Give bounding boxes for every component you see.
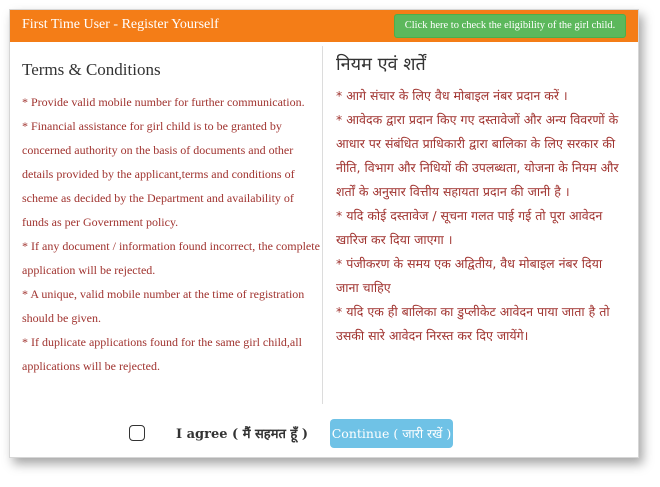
terms-hindi (336, 48, 628, 348)
dialog-title: First Time User - Register Yourself (22, 17, 219, 32)
terms-list-en (22, 90, 322, 378)
term-item-en: * If any document / information found incorrect, the complete application will be rejected. (22, 239, 320, 277)
dialog-footer (10, 414, 638, 454)
term-item-hi: * यदि एक ही बालिका का डुप्लीकेट आवेदन पाया जाता है तो उसकी सारे आवेदन निरस्त कर दिए जायेंगे। (336, 304, 610, 343)
dialog-header (10, 10, 638, 42)
term-item-en: * Financial assistance for girl child is to be granted by concerned authority on the basis of documents and other details provided by the applicant,terms and conditions of scheme as decided by the Department and availability of funds as per Government policy. (22, 119, 295, 229)
terms-english (22, 54, 322, 378)
term-item-hi: * यदि कोई दस्तावेज / सूचना गलत पाई गई तो पूरा आवेदन खारिज कर दिया जाएगा । (336, 208, 603, 247)
agree-label: I agree ( मैं सहमत हूँ ) (176, 427, 308, 442)
term-item-hi: * पंजीकरण के समय एक अद्वितीय, वैध मोबाइल नंबर दिया जाना चाहिए (336, 256, 603, 295)
continue-button[interactable]: Continue ( जारी रखें ) (330, 419, 453, 448)
column-divider (322, 46, 323, 404)
terms-heading-hi: नियम एवं शर्तें (336, 54, 426, 75)
register-dialog (9, 9, 639, 458)
check-eligibility-button[interactable]: Click here to check the eligibility of the girl child. (394, 14, 626, 38)
term-item-en: * If duplicate applications found for the same girl child,all applications will be rejected. (22, 335, 302, 373)
term-item-en: * Provide valid mobile number for further communication. (22, 95, 305, 109)
term-item-hi: * आगे संचार के लिए वैध मोबाइल नंबर प्रदान करें । (336, 88, 568, 103)
terms-heading-en: Terms & Conditions (22, 60, 161, 79)
term-item-hi: * आवेदक द्वारा प्रदान किए गए दस्तावेजों और अन्य विवरणों के आधार पर संबंधित प्राधिकारी द्वारा बालिका के लिए सरकार की नीति, विभाग और निधियों की उपलब्धता, योजना के नियम और शर्तों के अनुसार वित्तीय सहायता प्रदान की जानी है । (336, 112, 619, 199)
agree-checkbox[interactable] (129, 425, 145, 441)
terms-list-hi (336, 84, 628, 348)
term-item-en: * A unique, valid mobile number at the time of registration should be given. (22, 287, 305, 325)
